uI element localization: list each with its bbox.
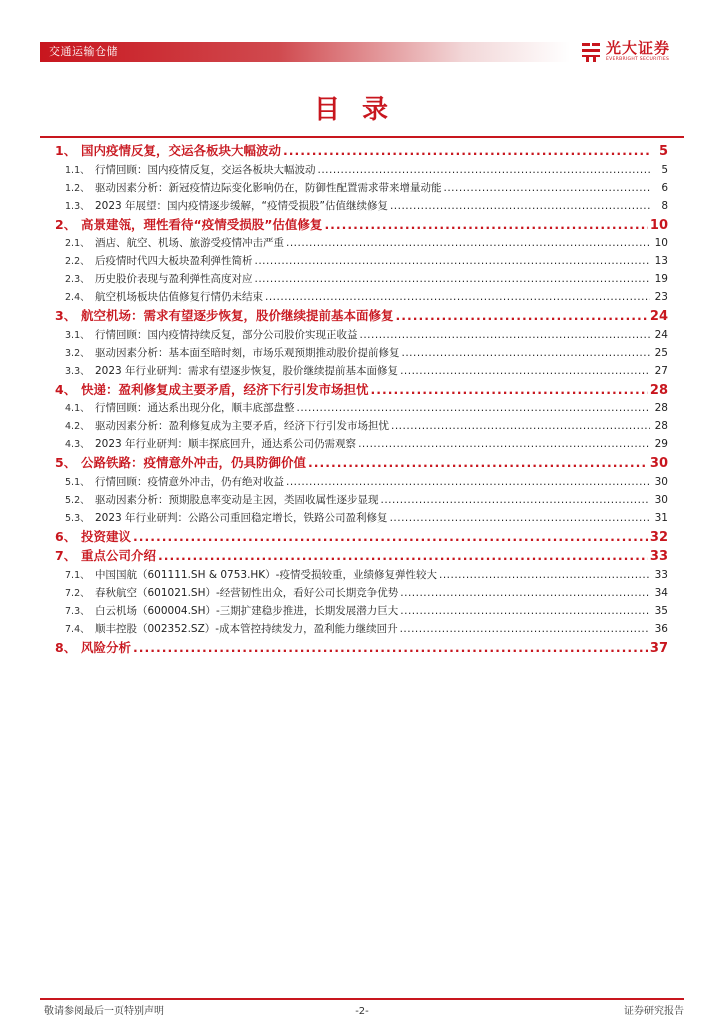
toc-dot-leader	[390, 509, 650, 527]
toc-section-entry[interactable]	[55, 602, 668, 620]
toc-dot-leader	[265, 288, 650, 306]
toc-entry-page: 34	[654, 586, 668, 599]
toc-entry-page: 24	[654, 328, 668, 341]
toc-section-entry[interactable]	[55, 473, 668, 491]
toc-entry-page: 5	[661, 163, 668, 176]
toc-entry-number: 7.1、	[65, 569, 90, 581]
toc-entry-title: 风险分析	[81, 639, 132, 655]
toc-dot-leader	[439, 566, 650, 584]
toc-chapter-entry[interactable]	[55, 527, 668, 547]
toc-chapter-entry[interactable]	[55, 380, 668, 400]
toc-chapter-entry[interactable]	[55, 638, 668, 658]
toc-entry-page: 35	[654, 604, 668, 617]
brand-name: 光大证券	[606, 39, 671, 57]
toc-dot-leader	[396, 306, 648, 326]
toc-entry-number: 5.3、	[65, 512, 90, 524]
header-bar	[40, 42, 570, 62]
toc-entry-number: 1.2、	[65, 182, 90, 194]
toc-dot-leader	[255, 252, 651, 270]
toc-entry-number: 1.3、	[65, 200, 90, 212]
toc-chapter-entry[interactable]	[55, 546, 668, 566]
toc-entry-number: 8、	[55, 639, 77, 655]
toc-entry-page: 36	[654, 622, 668, 635]
toc-entry-title: 投资建议	[81, 528, 132, 544]
toc-entry-title: 行情回顾：国内疫情反复，交运各板块大幅波动	[95, 163, 316, 176]
toc-entry-page: 31	[654, 511, 668, 524]
toc-entry-title: 驱动因素分析：新冠疫情边际变化影响仍在，防御性配置需求带来增量动能	[95, 181, 442, 194]
toc-entry-title: 顺丰控股（002352.SZ）-成本管控持续发力，盈利能力继续回升	[95, 622, 398, 635]
toc-entry-title: 2023 年行业研判：顺丰探底回升，通达系公司仍需观察	[95, 438, 357, 450]
toc-entry-number: 2.1、	[65, 238, 90, 249]
toc-entry-title: 高景建瓴，理性看待“疫情受损股”估值修复	[81, 216, 323, 232]
toc-section-entry[interactable]	[55, 197, 668, 215]
toc-entry-title: 公路铁路：疫情意外冲击，仍具防御价值	[81, 455, 307, 470]
toc-section-entry[interactable]	[55, 270, 668, 288]
toc-dot-leader	[360, 326, 651, 344]
toc-dot-leader	[444, 179, 651, 197]
toc-entry-title: 国内疫情反复，交运各板块大幅波动	[81, 143, 282, 158]
toc-entry-title: 白云机场（600004.SH）-三期扩建稳步推进，长期发展潜力巨大	[95, 604, 399, 617]
toc-section-entry[interactable]	[55, 417, 668, 435]
title-divider	[40, 136, 684, 138]
footer-page-number: -2-	[355, 1006, 369, 1017]
toc-chapter-entry[interactable]	[55, 306, 668, 326]
toc-entry-page: 10	[649, 217, 668, 233]
toc-entry-page: 32	[649, 529, 668, 545]
toc-entry-number: 3.2、	[65, 347, 90, 359]
toc-entry-page: 30	[649, 456, 668, 471]
toc-dot-leader	[400, 584, 650, 602]
toc-entry-page: 28	[654, 420, 668, 432]
toc-entry-number: 5.1、	[65, 476, 90, 488]
toc-dot-leader	[308, 453, 648, 473]
toc-section-entry[interactable]	[55, 491, 668, 509]
table-of-contents	[55, 141, 668, 657]
toc-entry-number: 2.2、	[65, 256, 90, 267]
toc-entry-page: 19	[654, 273, 668, 285]
toc-dot-leader	[286, 473, 650, 491]
toc-entry-page: 33	[649, 549, 668, 564]
toc-entry-number: 5、	[55, 455, 77, 470]
toc-section-entry[interactable]	[55, 435, 668, 453]
toc-dot-leader	[283, 141, 650, 161]
toc-entry-page: 37	[649, 640, 668, 656]
toc-dot-leader	[400, 602, 650, 620]
toc-chapter-entry[interactable]	[55, 215, 668, 235]
toc-entry-title: 行情回顾：通达系出现分化，顺丰底部盘整	[95, 402, 295, 414]
toc-entry-number: 7.3、	[65, 605, 90, 617]
toc-dot-leader	[297, 399, 651, 417]
toc-entry-number: 2.3、	[65, 274, 90, 285]
toc-entry-title: 中国国航（601111.SH & 0753.HK）-疫情受损较重，业绩修复弹性较大	[95, 568, 437, 581]
toc-entry-title: 快递：盈利修复成主要矛盾，经济下行引发市场担忧	[81, 381, 369, 397]
toc-entry-page: 28	[654, 402, 668, 414]
toc-section-entry[interactable]	[55, 584, 668, 602]
toc-entry-page: 6	[661, 181, 668, 194]
toc-entry-page: 10	[654, 237, 668, 249]
toc-entry-page: 23	[654, 291, 668, 303]
toc-dot-leader	[255, 270, 651, 288]
everbright-logo-icon	[580, 40, 602, 64]
toc-entry-number: 3、	[55, 308, 77, 323]
toc-dot-leader	[400, 362, 650, 380]
toc-section-entry[interactable]	[55, 288, 668, 306]
toc-entry-title: 驱动因素分析：基本面至暗时刻，市场乐观预期推动股价提前修复	[95, 346, 400, 359]
toc-entry-page: 25	[654, 346, 668, 359]
toc-dot-leader	[133, 527, 648, 547]
toc-entry-title: 重点公司介绍	[81, 548, 157, 563]
toc-entry-title: 驱动因素分析：预期股息率变动是主因，类固收属性逐步显现	[95, 493, 379, 506]
toc-dot-leader	[133, 638, 648, 658]
toc-dot-leader	[358, 435, 650, 453]
toc-entry-number: 7.4、	[65, 623, 90, 635]
toc-section-entry[interactable]	[55, 566, 668, 584]
toc-section-entry[interactable]	[55, 399, 668, 417]
toc-entry-title: 历史股价表现与盈利弹性高度对应	[95, 273, 253, 285]
toc-entry-number: 2、	[55, 216, 77, 232]
toc-section-entry[interactable]	[55, 179, 668, 197]
toc-entry-page: 27	[654, 364, 668, 377]
toc-entry-page: 28	[649, 382, 668, 398]
toc-dot-leader	[391, 417, 650, 435]
toc-entry-title: 行情回顾：疫情意外冲击，仍有绝对收益	[95, 475, 284, 488]
toc-entry-number: 3.1、	[65, 329, 90, 341]
toc-dot-leader	[318, 161, 651, 179]
footer-disclaimer: 敬请参阅最后一页特别声明	[44, 1006, 164, 1017]
toc-entry-title: 航空机场：需求有望逐步恢复，股价继续提前基本面修复	[81, 308, 394, 323]
toc-entry-number: 4、	[55, 381, 77, 397]
toc-chapter-entry[interactable]	[55, 141, 668, 161]
toc-section-entry[interactable]	[55, 234, 668, 252]
toc-section-entry[interactable]	[55, 161, 668, 179]
page-title: 目录	[313, 95, 410, 125]
toc-entry-number: 7.2、	[65, 587, 90, 599]
toc-entry-title: 驱动因素分析：盈利修复成为主要矛盾，经济下行引发市场担忧	[95, 420, 389, 432]
toc-entry-number: 6、	[55, 528, 77, 544]
toc-entry-title: 2023 年展望：国内疫情逐步缓解，“疫情受损股”估值继续修复	[95, 199, 388, 212]
toc-section-entry[interactable]	[55, 620, 668, 638]
toc-entry-title: 航空机场板块估值修复行情仍未结束	[95, 291, 263, 303]
toc-entry-number: 4.3、	[65, 439, 90, 450]
toc-chapter-entry[interactable]	[55, 453, 668, 473]
toc-section-entry[interactable]	[55, 509, 668, 527]
toc-section-entry[interactable]	[55, 344, 668, 362]
toc-entry-number: 4.1、	[65, 403, 90, 414]
toc-dot-leader	[371, 380, 648, 400]
toc-entry-page: 24	[649, 309, 668, 324]
toc-entry-title: 行情回顾：国内疫情持续反复，部分公司股价实现正收益	[95, 328, 358, 341]
toc-entry-page: 5	[658, 144, 668, 159]
footer-divider	[40, 998, 684, 1000]
brand-logo	[580, 38, 690, 68]
footer-doc-type: 证券研究报告	[624, 1006, 684, 1017]
toc-section-entry[interactable]	[55, 326, 668, 344]
toc-entry-title: 春秋航空（601021.SH）-经营韧性出众，看好公司长期竞争优势	[95, 586, 399, 599]
toc-section-entry[interactable]	[55, 252, 668, 270]
toc-entry-page: 30	[654, 493, 668, 506]
toc-dot-leader	[402, 344, 651, 362]
section-label: 交通运输仓储	[49, 45, 118, 58]
toc-entry-page: 30	[654, 475, 668, 488]
toc-entry-page: 8	[661, 199, 668, 212]
toc-dot-leader	[158, 546, 648, 566]
toc-entry-title: 后疫情时代四大板块盈利弹性简析	[95, 255, 253, 267]
toc-dot-leader	[324, 215, 647, 235]
toc-entry-title: 酒店、航空、机场、旅游受疫情冲击严重	[95, 237, 284, 249]
toc-dot-leader	[390, 197, 650, 215]
toc-section-entry[interactable]	[55, 362, 668, 380]
toc-entry-page: 33	[654, 568, 668, 581]
toc-entry-page: 29	[654, 438, 668, 450]
toc-entry-number: 2.4、	[65, 292, 90, 303]
toc-entry-number: 3.3、	[65, 365, 90, 377]
toc-entry-title: 2023 年行业研判：公路公司重回稳定增长，铁路公司盈利修复	[95, 511, 388, 524]
toc-entry-number: 4.2、	[65, 421, 90, 432]
toc-entry-number: 1.1、	[65, 164, 90, 176]
toc-dot-leader	[286, 234, 650, 252]
toc-entry-number: 7、	[55, 548, 77, 563]
toc-entry-number: 5.2、	[65, 494, 90, 506]
toc-entry-title: 2023 年行业研判：需求有望逐步恢复，股价继续提前基本面修复	[95, 364, 399, 377]
toc-dot-leader	[381, 491, 651, 509]
toc-entry-number: 1、	[55, 143, 77, 158]
brand-name-en: EVERBRIGHT SECURITIES	[606, 57, 670, 62]
toc-dot-leader	[400, 620, 650, 638]
toc-entry-page: 13	[654, 255, 668, 267]
